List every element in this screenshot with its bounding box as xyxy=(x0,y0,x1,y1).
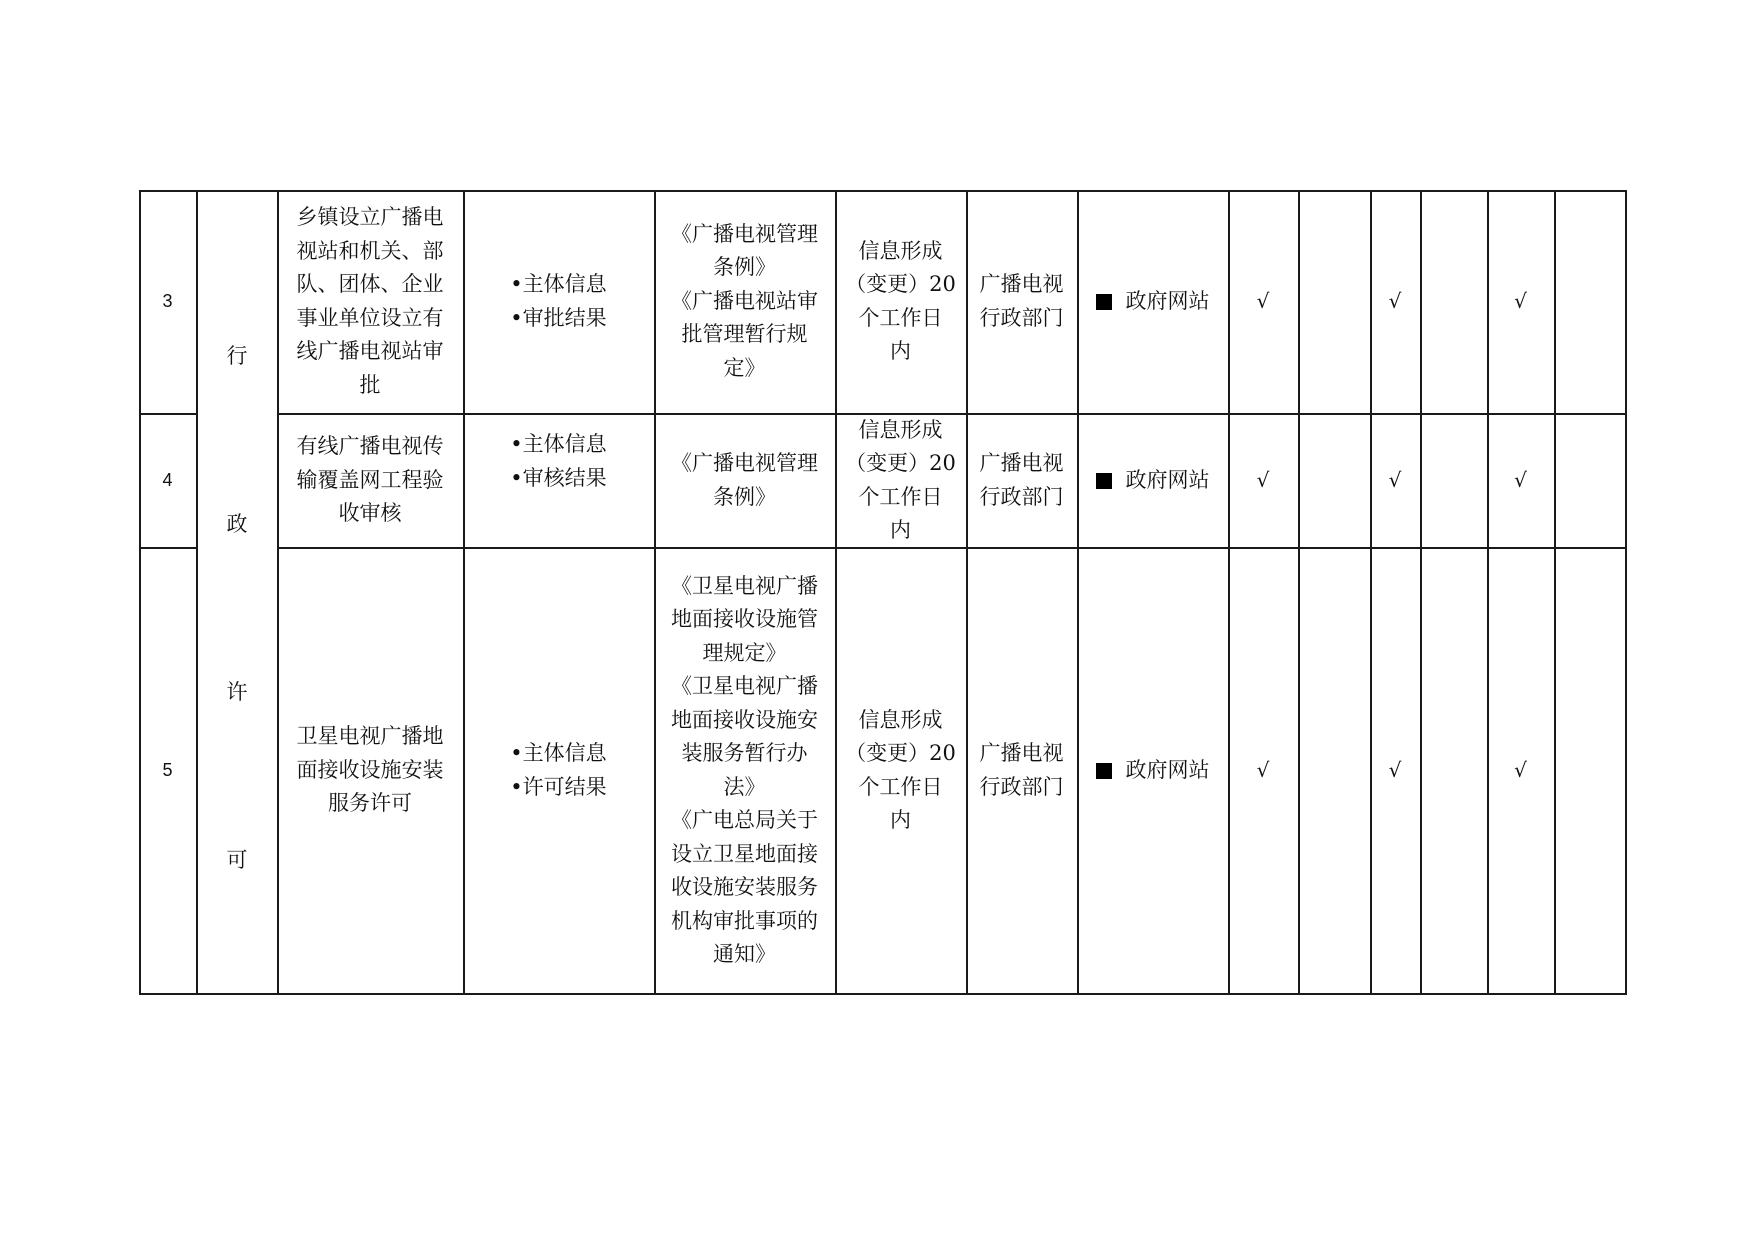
check-mark: √ xyxy=(1514,757,1527,782)
row-number: 4 xyxy=(162,469,173,490)
check-mark: √ xyxy=(1514,288,1527,313)
check-mark: √ xyxy=(1388,757,1402,782)
item-name-line: 乡镇设立广播电 xyxy=(296,205,444,229)
item-name-line: 视站和机关、部 xyxy=(296,238,444,263)
col-divider xyxy=(1625,190,1627,995)
basis-line: 法》 xyxy=(723,774,766,799)
time-line: 内 xyxy=(890,518,911,542)
time-line: 个工作日 xyxy=(858,305,943,330)
check-mark xyxy=(1298,190,1370,413)
category-char: 许 xyxy=(226,680,248,704)
check-mark xyxy=(1554,548,1625,993)
category-char: 可 xyxy=(226,848,248,872)
disclosure-time xyxy=(835,190,966,413)
basis-line: 《卫星电视广播 xyxy=(671,674,818,698)
checkbox-filled-icon xyxy=(1096,473,1112,489)
check-mark: √ xyxy=(1256,467,1270,492)
time-line: （变更）20 xyxy=(845,741,956,765)
item-name-line: 事业单位设立有 xyxy=(296,305,444,330)
check-mark: √ xyxy=(1388,288,1402,313)
category-char: 行 xyxy=(226,344,248,368)
content-bullet: •审批结果 xyxy=(510,305,607,330)
responsible-dept xyxy=(966,414,1077,547)
time-line: 信息形成 xyxy=(858,707,943,732)
basis-line: 收设施安装服务 xyxy=(671,875,818,899)
item-name-line: 输覆盖网工程验 xyxy=(296,467,444,492)
checkbox-filled-icon xyxy=(1096,294,1112,310)
disclosure-channel xyxy=(1077,414,1228,547)
basis-line: 通知》 xyxy=(713,942,776,966)
time-line: 内 xyxy=(890,808,911,832)
basis-line: 设立卫星地面接 xyxy=(671,841,818,866)
dept-line: 广播电视 xyxy=(979,272,1064,296)
item-name-line: 服务许可 xyxy=(328,791,412,816)
table-bottom-border xyxy=(139,993,1627,995)
check-mark xyxy=(1420,548,1487,993)
item-name-line: 卫星电视广播地 xyxy=(296,724,444,749)
check-mark xyxy=(1554,190,1625,413)
item-name-line: 线广播电视站审 xyxy=(296,339,444,363)
disclosure-content xyxy=(463,414,654,547)
legal-basis xyxy=(654,414,835,547)
basis-line: 地面接收设施管 xyxy=(671,607,818,631)
time-line: 个工作日 xyxy=(858,774,943,799)
item-name-line: 面接收设施安装 xyxy=(296,757,444,782)
basis-line: 《广播电视管理 xyxy=(671,221,818,246)
channel-label: 政府网站 xyxy=(1125,288,1210,313)
check-mark: √ xyxy=(1256,288,1270,313)
item-name-line: 收审核 xyxy=(338,501,402,526)
dept-line: 行政部门 xyxy=(979,774,1064,799)
category-char: 政 xyxy=(226,512,248,536)
row-number: 3 xyxy=(162,290,173,311)
disclosure-time xyxy=(835,548,966,993)
content-bullet: •主体信息 xyxy=(510,741,607,765)
basis-line: 条例》 xyxy=(713,255,776,280)
legal-basis xyxy=(654,548,835,993)
check-mark: √ xyxy=(1514,467,1527,492)
dept-line: 广播电视 xyxy=(979,451,1064,475)
check-mark: √ xyxy=(1256,757,1270,782)
basis-line: 理规定》 xyxy=(702,640,787,665)
time-line: 个工作日 xyxy=(858,484,943,509)
time-line: （变更）20 xyxy=(845,451,956,475)
dept-line: 行政部门 xyxy=(979,484,1064,509)
content-bullet: •审核结果 xyxy=(510,465,607,490)
basis-line: 批管理暂行规 xyxy=(681,322,808,347)
responsible-dept xyxy=(966,548,1077,993)
time-line: 内 xyxy=(890,339,911,363)
time-line: （变更）20 xyxy=(845,272,956,296)
disclosure-table xyxy=(139,190,1627,995)
content-bullet: •主体信息 xyxy=(510,272,607,296)
basis-line: 机构审批事项的 xyxy=(671,908,818,933)
item-name-line: 批 xyxy=(359,372,381,397)
disclosure-channel xyxy=(1077,190,1228,413)
item-name xyxy=(277,548,463,993)
basis-line: 《卫星电视广播 xyxy=(671,573,818,598)
basis-line: 《广播电视站审 xyxy=(671,288,818,313)
disclosure-content xyxy=(463,190,654,413)
disclosure-channel xyxy=(1077,548,1228,993)
check-mark xyxy=(1420,414,1487,547)
time-line: 信息形成 xyxy=(858,238,943,263)
item-name-line: 有线广播电视传 xyxy=(296,434,444,459)
item-name xyxy=(277,414,463,547)
check-mark xyxy=(1298,548,1370,993)
channel-label: 政府网站 xyxy=(1125,757,1210,782)
checkbox-filled-icon xyxy=(1096,763,1112,779)
row-number: 5 xyxy=(162,759,173,780)
basis-line: 《广播电视管理 xyxy=(671,451,818,475)
dept-line: 广播电视 xyxy=(979,741,1064,765)
check-mark xyxy=(1420,190,1487,413)
basis-line: 定》 xyxy=(723,355,766,380)
col-divider xyxy=(196,190,198,995)
time-line: 信息形成 xyxy=(858,417,943,442)
channel-label: 政府网站 xyxy=(1125,467,1210,492)
check-mark: √ xyxy=(1388,467,1402,492)
item-name xyxy=(277,190,463,413)
content-bullet: •许可结果 xyxy=(510,774,607,799)
check-mark xyxy=(1298,414,1370,547)
check-mark xyxy=(1554,414,1625,547)
disclosure-content xyxy=(463,548,654,993)
legal-basis xyxy=(654,190,835,413)
dept-line: 行政部门 xyxy=(979,305,1064,330)
item-name-line: 队、团体、企业 xyxy=(296,272,444,296)
basis-line: 地面接收设施安 xyxy=(671,707,818,732)
basis-line: 《广电总局关于 xyxy=(671,808,818,832)
responsible-dept xyxy=(966,190,1077,413)
basis-line: 装服务暂行办 xyxy=(681,741,808,765)
content-bullet: •主体信息 xyxy=(510,432,607,456)
basis-line: 条例》 xyxy=(713,484,776,509)
disclosure-time xyxy=(835,414,966,547)
